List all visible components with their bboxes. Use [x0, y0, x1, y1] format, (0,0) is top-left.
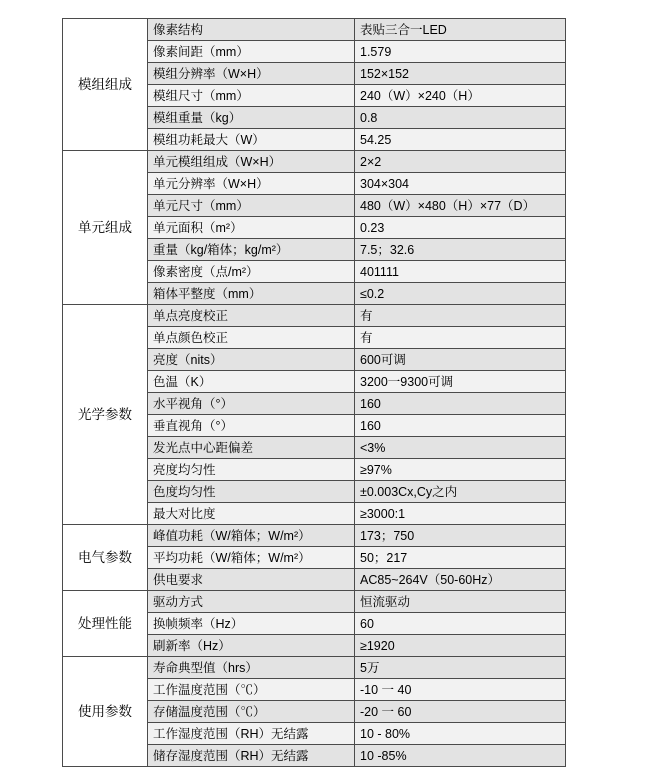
parameter-value: 5万	[355, 657, 566, 679]
parameter-name: 平均功耗（W/箱体；W/m²）	[148, 547, 355, 569]
parameter-value: 有	[355, 305, 566, 327]
parameter-name: 模组尺寸（mm）	[148, 85, 355, 107]
parameter-name: 储存湿度范围（RH）无结露	[148, 745, 355, 767]
row-group-label: 模组组成	[63, 19, 148, 151]
parameter-name: 供电要求	[148, 569, 355, 591]
parameter-value: 0.8	[355, 107, 566, 129]
parameter-name: 峰值功耗（W/箱体；W/m²）	[148, 525, 355, 547]
parameter-value: 160	[355, 393, 566, 415]
parameter-name: 单点亮度校正	[148, 305, 355, 327]
row-group-label: 使用参数	[63, 657, 148, 767]
parameter-value: ±0.003Cx,Cy之内	[355, 481, 566, 503]
parameter-name: 模组重量（kg）	[148, 107, 355, 129]
parameter-value: 160	[355, 415, 566, 437]
parameter-name: 单元尺寸（mm）	[148, 195, 355, 217]
parameter-value: 173；750	[355, 525, 566, 547]
parameter-value: 有	[355, 327, 566, 349]
row-group-label: 电气参数	[63, 525, 148, 591]
parameter-value: 304×304	[355, 173, 566, 195]
parameter-value: -10 一 40	[355, 679, 566, 701]
parameter-name: 像素间距（mm）	[148, 41, 355, 63]
parameter-value: 60	[355, 613, 566, 635]
parameter-name: 模组功耗最大（W）	[148, 129, 355, 151]
parameter-name: 垂直视角（°）	[148, 415, 355, 437]
parameter-value: 10 -85%	[355, 745, 566, 767]
parameter-value: 401111	[355, 261, 566, 283]
parameter-value: 10 - 80%	[355, 723, 566, 745]
parameter-name: 刷新率（Hz）	[148, 635, 355, 657]
parameter-value: 7.5；32.6	[355, 239, 566, 261]
table-row	[63, 19, 566, 41]
parameter-name: 重量（kg/箱体；kg/m²）	[148, 239, 355, 261]
parameter-name: 亮度均匀性	[148, 459, 355, 481]
parameter-name: 水平视角（°）	[148, 393, 355, 415]
parameter-value: AC85~264V（50-60Hz）	[355, 569, 566, 591]
parameter-value: 480（W）×480（H）×77（D）	[355, 195, 566, 217]
parameter-name: 工作湿度范围（RH）无结露	[148, 723, 355, 745]
parameter-value: -20 一 60	[355, 701, 566, 723]
parameter-name: 单元分辨率（W×H）	[148, 173, 355, 195]
parameter-value: 2×2	[355, 151, 566, 173]
row-group-label: 光学参数	[63, 305, 148, 525]
parameter-name: 模组分辨率（W×H）	[148, 63, 355, 85]
parameter-value: ≥97%	[355, 459, 566, 481]
parameter-value: 240（W）×240（H）	[355, 85, 566, 107]
parameter-name: 像素密度（点/m²）	[148, 261, 355, 283]
parameter-value: ≥3000:1	[355, 503, 566, 525]
table-row	[63, 151, 566, 173]
parameter-value: 恒流驱动	[355, 591, 566, 613]
parameter-value: 54.25	[355, 129, 566, 151]
parameter-value: 3200一9300可调	[355, 371, 566, 393]
table-body	[63, 19, 566, 767]
parameter-name: 寿命典型值（hrs）	[148, 657, 355, 679]
parameter-value: 0.23	[355, 217, 566, 239]
parameter-value: 50；217	[355, 547, 566, 569]
table-row	[63, 525, 566, 547]
parameter-name: 亮度（nits）	[148, 349, 355, 371]
parameter-name: 箱体平整度（mm）	[148, 283, 355, 305]
parameter-name: 换帧频率（Hz）	[148, 613, 355, 635]
parameter-value: 1.579	[355, 41, 566, 63]
table-row	[63, 305, 566, 327]
parameter-value: ≥1920	[355, 635, 566, 657]
parameter-value: 600可调	[355, 349, 566, 371]
led-specification-table	[62, 18, 566, 767]
parameter-value: 表贴三合一LED	[355, 19, 566, 41]
parameter-name: 色温（K）	[148, 371, 355, 393]
parameter-name: 最大对比度	[148, 503, 355, 525]
parameter-name: 存储温度范围（℃）	[148, 701, 355, 723]
parameter-value: ≤0.2	[355, 283, 566, 305]
parameter-name: 工作温度范围（℃）	[148, 679, 355, 701]
parameter-name: 发光点中心距偏差	[148, 437, 355, 459]
table-row	[63, 657, 566, 679]
parameter-name: 单元面积（m²）	[148, 217, 355, 239]
parameter-value: <3%	[355, 437, 566, 459]
parameter-name: 驱动方式	[148, 591, 355, 613]
row-group-label: 单元组成	[63, 151, 148, 305]
parameter-name: 单点颜色校正	[148, 327, 355, 349]
parameter-name: 单元模组组成（W×H）	[148, 151, 355, 173]
table-row	[63, 591, 566, 613]
parameter-name: 色度均匀性	[148, 481, 355, 503]
parameter-name: 像素结构	[148, 19, 355, 41]
parameter-value: 152×152	[355, 63, 566, 85]
row-group-label: 处理性能	[63, 591, 148, 657]
